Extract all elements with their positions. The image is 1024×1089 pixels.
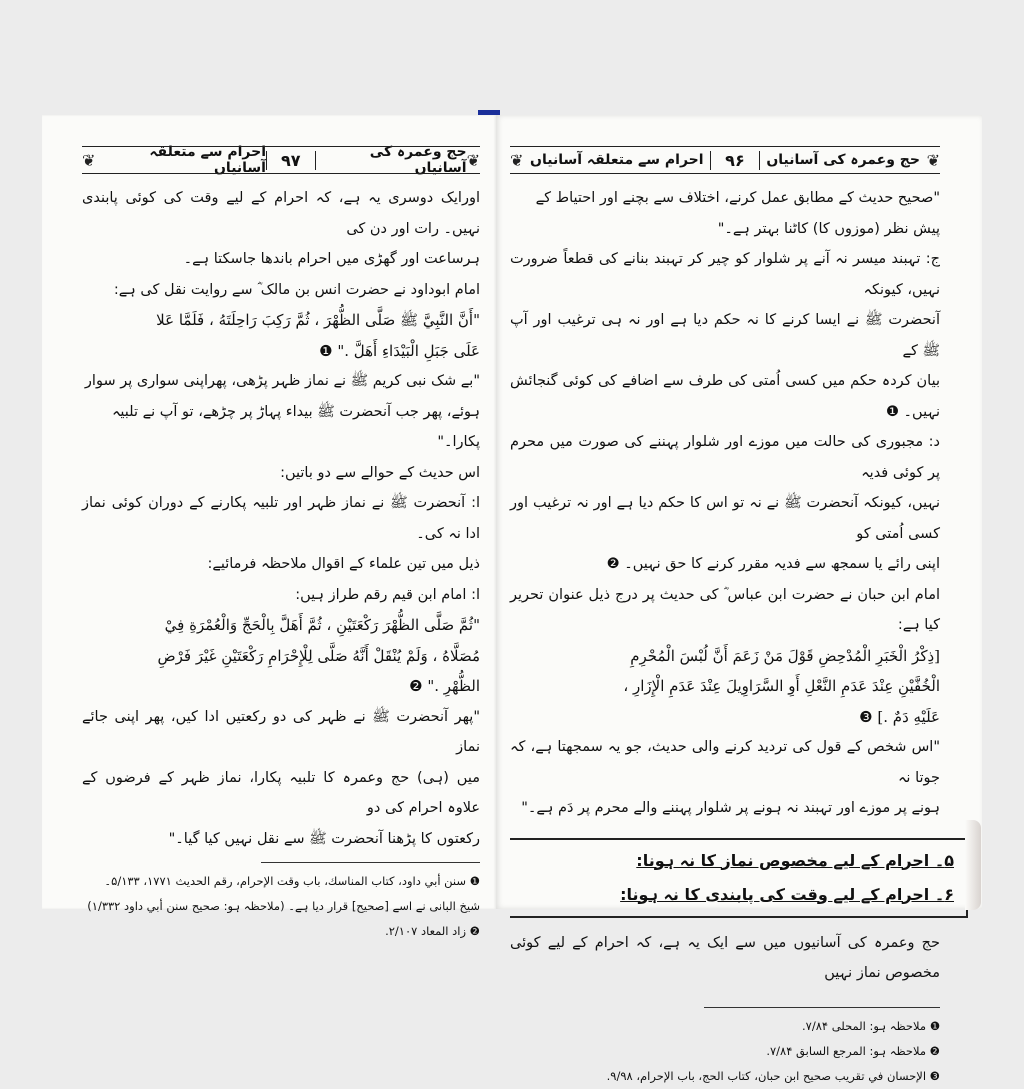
text-line: ا: آنحضرت ﷺ نے نماز ظہر اور تلبیہ پکارنے کے دوران کوئی نماز ادا نہ کی۔ <box>82 495 480 542</box>
right-page-header <box>510 143 940 177</box>
text-line: ا: امام ابن قیم رقم طراز ہیں: <box>295 586 480 603</box>
section-heading: ۵۔ احرام کے لیے مخصوص نماز کا نہ ہونا: <box>636 850 954 870</box>
ornament-icon: ❦ <box>926 150 940 170</box>
text-line: ہونے پر موزے اور تہبند نہ ہونے پر شلوار پہننے والے محرم پر دَم ہے۔" <box>521 800 940 816</box>
left-page-body <box>82 183 480 854</box>
arabic-line: [ذِكْرُ الْخَبَرِ الْمُدْحِضِ قَوْلَ مَنْ زَعَمَ أَنَّ لُبْسَ الْمُحْرِمِ <box>630 646 940 665</box>
text-line: اپنی رائے یا سمجھ سے فدیہ مقرر کرنے کا حق نہیں۔ ❷ <box>606 556 940 572</box>
page-number: ۹۶ <box>710 151 760 170</box>
text-line: ہرساعت اور گھڑی میں احرام باندھا جاسکتا ہے۔ <box>183 251 480 267</box>
text-line: اورایک دوسری یہ ہے، کہ احرام کے لیے وقت کی کوئی پابندی نہیں۔ رات اور دن کی <box>82 190 480 237</box>
text-line: د: مجبوری کی حالت میں موزے اور شلوار پہننے کی صورت میں محرم پر کوئی فدیہ <box>510 434 940 481</box>
chapter-title: احرام سے متعلقہ آسانیاں <box>530 152 704 168</box>
book-title: حج وعمرہ کی آسانیاں <box>766 152 920 168</box>
footnote: ❶ ملاحظہ ہو: المحلی ۷/۸۴. <box>801 1018 940 1033</box>
left-footnotes <box>82 869 480 944</box>
footnote: ❷ زاد المعاد ۲/۱۰۷. <box>385 924 480 938</box>
text-line: پیش نظر (موزوں کا) کاٹنا بہتر ہے۔" <box>717 220 940 237</box>
arabic-line: "أَنَّ النَّبِيَّ ﷺ صَلَّى الظُّهْرَ ، ثُمَّ رَكِبَ رَاحِلَتَهُ ، فَلَمَّا عَلا <box>156 311 480 329</box>
text-line: امام ابن حبان نے حضرت ابن عباس ؓ کی حدیث پر درج ذیل عنوان تحریر کیا ہے: <box>510 586 940 633</box>
chapter-title: احرام سے متعلقہ آسانیاں <box>149 144 266 176</box>
left-page <box>42 115 496 938</box>
text-line: "بے شک نبی کریم ﷺ نے نماز ظہر پڑھی، پھراپنی سواری پر سوار <box>84 373 480 389</box>
footnote: ❸ الإحسان في تقريب صحيح ابن حبان، كتاب الحج، باب الإحرام، ۹/۹۸. <box>606 1068 940 1083</box>
ornament-icon: ❦ <box>466 150 480 170</box>
text-line: "پھر آنحضرت ﷺ نے ظہر کی دو رکعتیں ادا کیں، پھر اپنی جائے نماز <box>82 708 480 755</box>
section-heading-box <box>510 838 968 918</box>
footnote: ❶ سنن أبي داود، كتاب المناسك، باب وقت الإحرام، رقم الحديث ۱۷۷۱، ۵/۱۳۳۔ شیخ البانی نے اسے [صحیح] قرار دیا ہے۔ (ملاحظہ ہو: صحیح سنن أبي داود ۱/۳۳۲) <box>87 874 480 913</box>
arabic-line: عَلَيْهِ دَمٌ .] ❸ <box>859 707 940 726</box>
arabic-line: الظُّهْرِ ." ❷ <box>409 677 480 695</box>
footnote-divider <box>261 862 480 863</box>
text-line: آنحضرت ﷺ نے ایسا کرنے کا نہ حکم دیا ہے اور نہ ہی ترغیب اور آپ ﷺ کے <box>510 312 940 359</box>
text-line: "صحیح حدیث کے مطابق عمل کرنے، اختلاف سے بچنے اور احتیاط کے <box>535 190 940 206</box>
text-line: نہیں، کیونکہ آنحضرت ﷺ نے نہ تو اس کا حکم دیا ہے اور نہ ترغیب اور کسی اُمتی کو <box>510 495 940 542</box>
text-line: ج: تہبند میسر نہ آنے پر شلوار کو چیر کر تہبند بنانے کی قطعاً ضرورت نہیں، کیونکہ <box>510 251 940 298</box>
text-line: "اس شخص کے قول کی تردید کرنے والی حدیث، جو یہ سمجھتا ہے، کہ جوتا نہ <box>510 739 940 786</box>
ornament-icon: ❦ <box>82 150 96 170</box>
text-line: امام ابوداود نے حضرت انس بن مالک ؓ سے روایت نقل کی ہے: <box>113 281 480 298</box>
ornament-icon: ❦ <box>510 150 524 170</box>
book-title: حج وعمرہ کی آسانیاں <box>369 144 467 176</box>
page-number: ۹۷ <box>266 151 316 170</box>
arabic-line: مُصَلَّاهُ ، وَلَمْ يُنْقَلْ أَنَّهُ صَلَّى لِلْإِحْرَامِ رَكْعَتَيْنِ غَيْرَ فَرْضِ <box>157 646 480 665</box>
right-page-body <box>510 183 954 989</box>
text-line: اس حدیث کے حوالے سے دو باتیں: <box>280 464 480 481</box>
text-line: پکارا۔" <box>437 434 480 450</box>
right-footnotes <box>510 1014 940 1089</box>
arabic-line: الْخُفَّيْنِ عِنْدَ عَدَمِ النَّعْلِ أَوِ السَّرَاوِيلَ عِنْدَ عَدَمِ الْإِزَارِ ، <box>623 677 940 695</box>
arabic-line: "ثُمَّ صَلَّى الظُّهْرَ رَكْعَتَيْنِ ، ثُمَّ أَهَلَّ بِالْحَجِّ وَالْعُمْرَةِ فِيْ <box>164 616 480 634</box>
page-edge <box>965 820 981 910</box>
left-page-header <box>82 143 480 177</box>
text-line: حج وعمرہ کی آسانیوں میں سے ایک یہ ہے، کہ احرام کے لیے کوئی مخصوص نماز نہیں <box>510 934 940 981</box>
footnote-divider <box>704 1007 941 1008</box>
text-line: بیان کردہ حکم میں کسی اُمتی کی طرف سے اضافے کی کوئی گنجائش نہیں۔ ❶ <box>510 373 940 420</box>
section-heading: ۶۔ احرام کے لیے وقت کی پابندی کا نہ ہونا: <box>620 884 954 904</box>
text-line: ذیل میں تین علماء کے اقوال ملاحظہ فرمائیے: <box>207 556 480 572</box>
text-line: میں (ہی) حج وعمرہ کا تلبیہ پکارا، نماز ظہر کے فرضوں کے علاوہ احرام کی دو <box>82 769 480 816</box>
text-line: ہوئے، پھر جب آنحضرت ﷺ بیداء پہاڑ پر چڑھے، تو آپ نے تلبیہ <box>111 403 480 420</box>
text-line: رکعتوں کا پڑھنا آنحضرت ﷺ سے نقل نہیں کیا گیا۔" <box>168 830 480 847</box>
footnote: ❷ ملاحظہ ہو: المرجع السابق ۷/۸۴. <box>766 1043 940 1058</box>
arabic-line: عَلَى جَبَلِ الْبَيْدَاءِ أَهَلَّ ." ❶ <box>319 341 480 360</box>
right-page <box>496 115 982 1083</box>
